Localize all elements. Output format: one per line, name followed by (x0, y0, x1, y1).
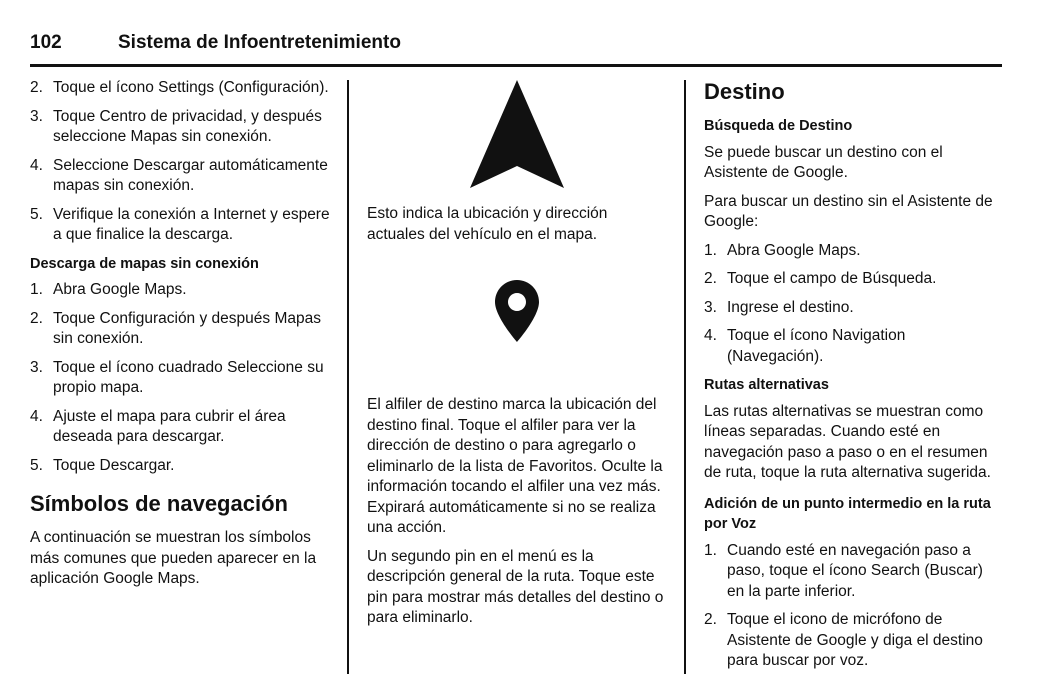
column-right (704, 78, 1004, 680)
subheading-offline-maps: Descarga de mapas sin conexión (30, 255, 259, 272)
paragraph: Las rutas alternativas se muestran como líneas separadas. Cuando esté en navegación paso a paso o en el resumen de ruta, toque la ruta alternativa sugerida. (704, 402, 991, 481)
navigation-arrow-icon-svg (468, 78, 566, 190)
destination-pin-icon (367, 279, 667, 343)
route-pin-paragraph: Un segundo pin en el menú es la descripción general de la ruta. Toque este pin para mostrar más detalles del destino o para eliminarlo. (367, 547, 664, 626)
arrow-caption: Esto indica la ubicación y dirección actuales del vehículo en el mapa. (367, 205, 608, 243)
column-divider-left (347, 80, 349, 674)
list-item: 5. Verifique la conexión a Internet y espere a que finalice la descarga. (30, 205, 330, 243)
list-item: 3. Toque el ícono cuadrado Seleccione su propio mapa. (30, 358, 324, 396)
steps-list-search-destination (704, 241, 1004, 368)
column-left (30, 78, 338, 598)
list-item: 3. Toque Centro de privacidad, y después seleccione Mapas sin conexión. (30, 107, 322, 145)
list-item: 4. Ajuste el mapa para cubrir el área deseada para descargar. (30, 407, 286, 445)
pin-description-paragraph: El alfiler de destino marca la ubicación del destino final. Toque el alfiler para ver la dirección de destino o para agregarlo o eliminarlo de la lista de Favoritos. Oculte la información tocando el alfiler una vez más. Expirará automáticamente si no se realiza una acción. (367, 396, 663, 536)
page-number: 102 (30, 32, 62, 53)
list-item: 3. Ingrese el destino. (704, 298, 854, 316)
list-item: 4. Toque el ícono Navigation (Navegación). (704, 327, 906, 365)
list-item: 2. Toque el icono de micrófono de Asistente de Google y diga el destino para buscar por voz. (704, 611, 983, 669)
list-item: 2. Toque el campo de Búsqueda. (704, 270, 937, 287)
list-item: 2. Toque el ícono Settings (Configuración). (30, 79, 329, 96)
steps-list-voice-waypoint (704, 541, 1004, 672)
navigation-arrow-icon (367, 78, 667, 192)
section-title-destination: Destino (704, 79, 785, 104)
paragraph: Se puede buscar un destino con el Asistente de Google. (704, 143, 943, 181)
destination-pin-icon-svg (494, 279, 540, 343)
list-item: 2. Toque Configuración y después Mapas sin conexión. (30, 309, 321, 347)
steps-list-download-maps (30, 280, 338, 476)
steps-list-offline-settings (30, 78, 338, 246)
subheading-alternative-routes: Rutas alternativas (704, 377, 829, 393)
column-divider-right (684, 80, 686, 674)
list-item: 1. Abra Google Maps. (30, 281, 187, 298)
subheading-waypoint-voice: Adición de un punto intermedio en la ruta por Voz (704, 495, 991, 532)
column-middle (367, 78, 667, 637)
chapter-title: Sistema de Infoentretenimiento (118, 32, 401, 53)
list-item: 5. Toque Descargar. (30, 456, 175, 474)
page-header (30, 30, 1002, 67)
subheading-destination-search: Búsqueda de Destino (704, 118, 853, 134)
section-title-navigation-symbols: Símbolos de navegación (30, 491, 288, 516)
list-item: 4. Seleccione Descargar automáticamente mapas sin conexión. (30, 156, 328, 194)
list-item: 1. Abra Google Maps. (704, 241, 861, 259)
intro-paragraph: A continuación se muestran los símbolos más comunes que pueden aparecer en la aplicación Google Maps. (30, 529, 317, 587)
list-item: 1. Cuando esté en navegación paso a paso, toque el ícono Search (Buscar) en la parte inferior. (704, 541, 983, 600)
paragraph: Para buscar un destino sin el Asistente de Google: (704, 192, 993, 230)
